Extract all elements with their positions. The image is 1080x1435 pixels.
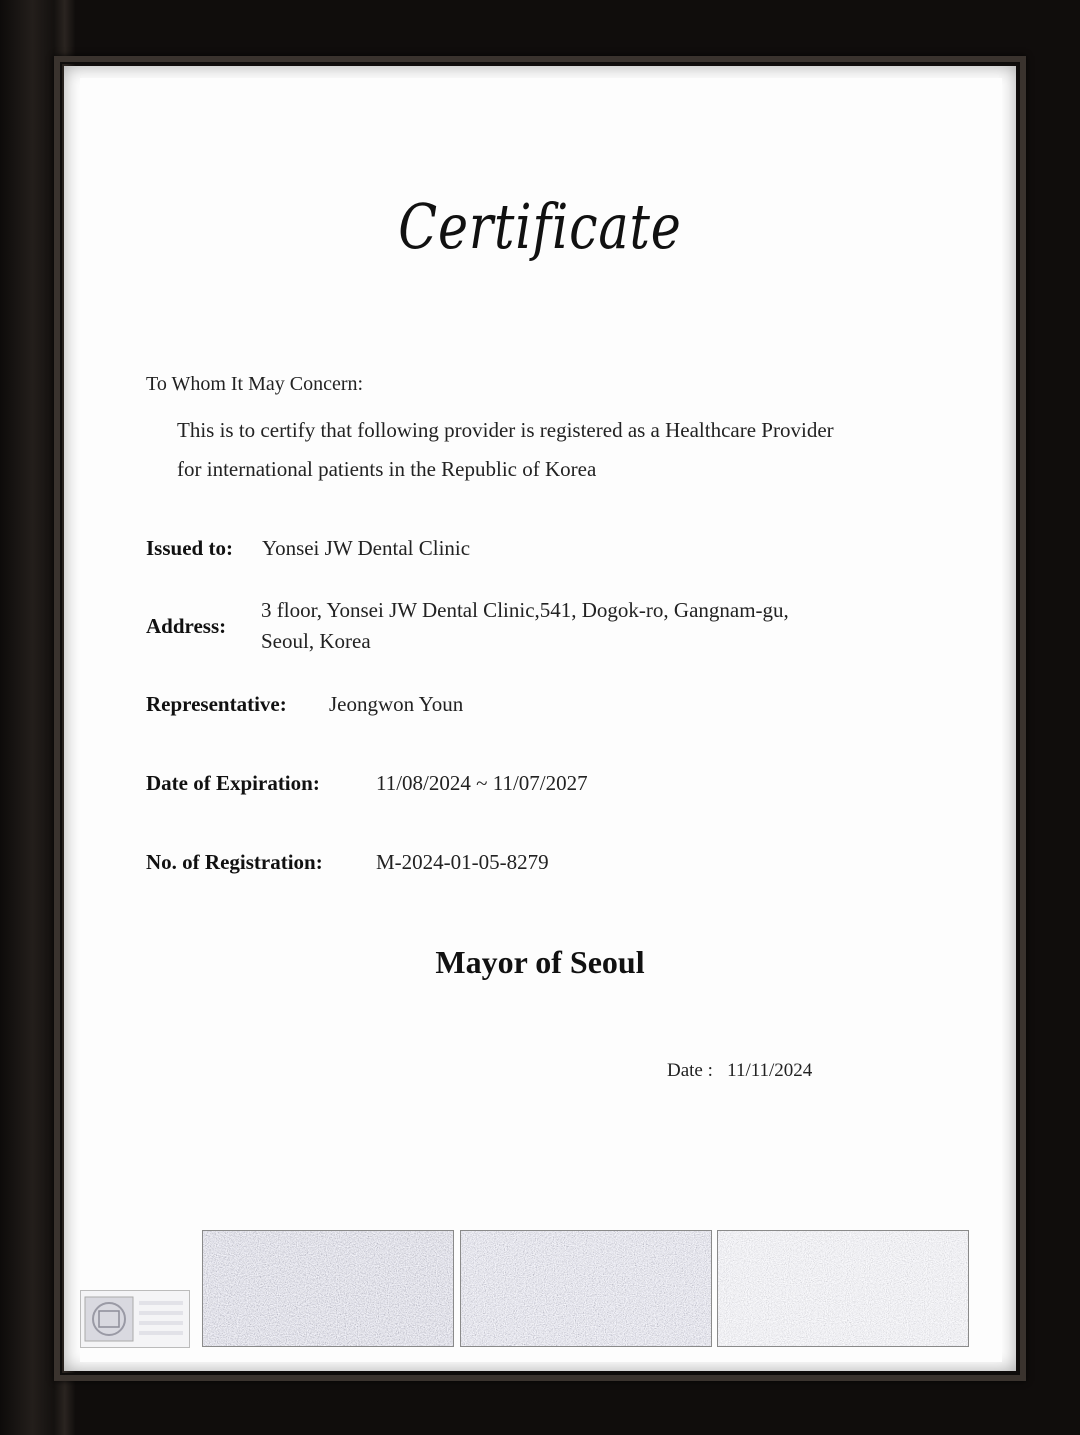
salutation: To Whom It May Concern: xyxy=(146,373,364,395)
address-line-2: Seoul, Korea xyxy=(261,629,371,653)
issue-date-value: 11/11/2024 xyxy=(727,1060,813,1081)
certificate-paper xyxy=(80,78,1002,1362)
statement-line-1: This is to certify that following provider is registered as a Healthcare Provider xyxy=(177,418,834,442)
expiration-value: 11/08/2024 ~ 11/07/2027 xyxy=(376,771,588,795)
statement-line-2: for international patients in the Republic of Korea xyxy=(177,457,597,481)
representative-value: Jeongwon Youn xyxy=(329,692,464,716)
registration-label: No. of Registration: xyxy=(146,850,323,874)
registration-value: M-2024-01-05-8279 xyxy=(376,850,549,874)
representative-label: Representative: xyxy=(146,692,287,716)
certificate-statement xyxy=(177,411,977,489)
address-label: Address: xyxy=(146,614,227,638)
security-pattern-1 xyxy=(202,1230,454,1347)
expiration-label: Date of Expiration: xyxy=(146,771,320,795)
issuer-title: Mayor of Seoul xyxy=(435,944,645,980)
security-pattern-2 xyxy=(460,1230,712,1347)
issued-to-label: Issued to: xyxy=(146,536,233,560)
issued-to-value: Yonsei JW Dental Clinic xyxy=(262,536,471,560)
security-pattern-3 xyxy=(717,1230,969,1347)
issue-date-label: Date : xyxy=(667,1060,713,1081)
address-line-1: 3 floor, Yonsei JW Dental Clinic,541, Dogok-ro, Gangnam-gu, xyxy=(261,598,789,622)
issue-date xyxy=(667,1060,812,1082)
security-seal-icon xyxy=(80,1290,190,1348)
certificate-title: Certificate xyxy=(398,190,682,263)
